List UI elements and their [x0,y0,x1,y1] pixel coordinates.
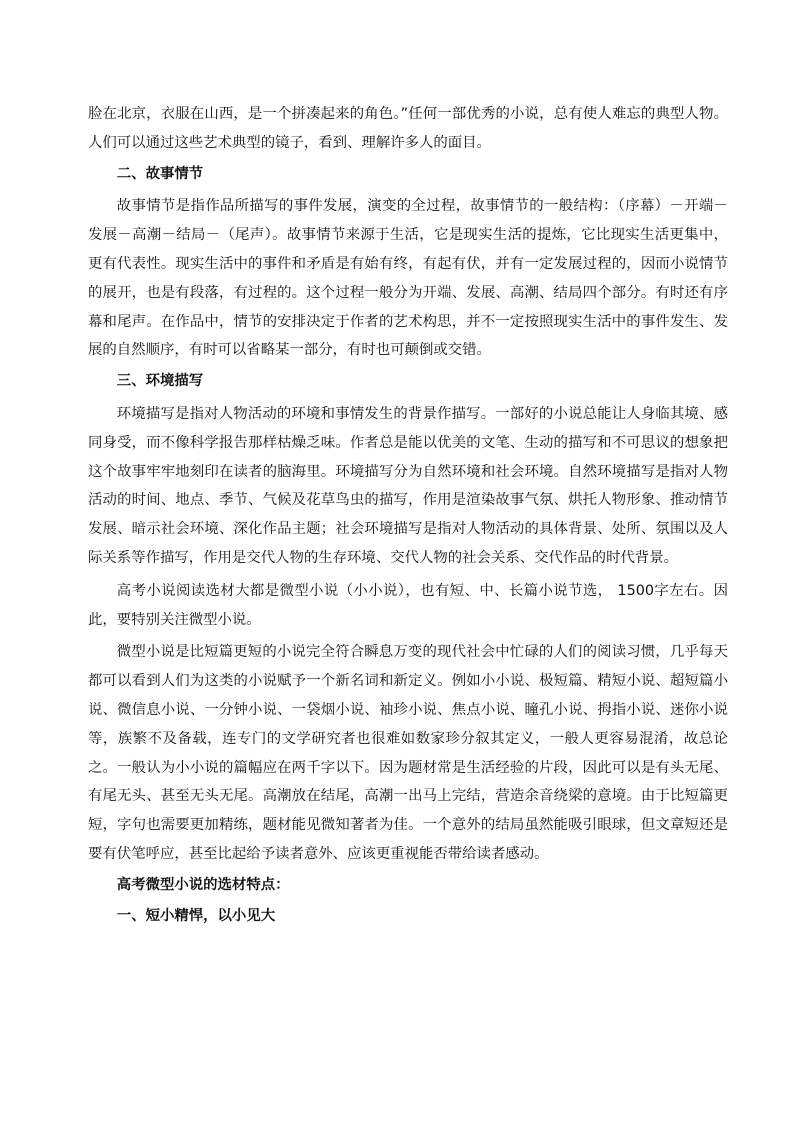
paragraph-intro: 脸在北京，衣服在山西，是一个拼凑起来的角色。”任何一部优秀的小说，总有使人难忘的典型人物。人们可以通过这些艺术典型的镜子，看到、理解许多人的面目。 [88,106,728,151]
document-body [88,100,728,930]
paragraph-environment: 环境描写是指对人物活动的环境和事情发生的背景作描写。一部好的小说总能让人身临其境、感同身受，而不像科学报告那样枯燥乏味。作者总是能以优美的文笔、生动的描写和不可思议的想象把这个故事牢牢地刻印在读者的脑海里。环境描写分为自然环境和社会环境。自然环境描写是指对人物活动的时间、地点、季节、气候及花草鸟虫的描写，作用是渲染故事气氛、烘托人物形象、推动情节发展、暗示社会环境、深化作品主题；社会环境描写是指对人物活动的具体背景、处所、氛围以及人际关系等作描写，作用是交代人物的生存环境、交代人物的社会关系、交代作品的时代背景。 [88,405,728,566]
paragraph-gaokao-selection: 高考小说阅读选材大都是微型小说（小小说），也有短、中、长篇小说节选， 1500字左右。因此，要特别关注微型小说。 [88,582,728,628]
paragraph-plot: 故事情节是指作品所描写的事件发展，演变的全过程，故事情节的一般结构：（序幕）－开端－发展－高潮－结局－（尾声）。故事情节来源于生活，它是现实生活的提炼，它比现实生活更集中，更有代表性。现实生活中的事件和矛盾是有始有终，有起有伏，并有一定发展过程的，因而小说情节的展开，也是有段落，有过程的。这个过程一般分为开端、发展、高潮、结局四个部分。有时还有序幕和尾声。在作品中，情节的安排决定于作者的艺术构思，并不一定按照现实生活中的事件发生、发展的自然顺序，有时可以省略某一部分，有时也可颠倒或交错。 [88,198,728,359]
paragraph-micro-fiction: 微型小说是比短篇更短的小说完全符合瞬息万变的现代社会中忙碌的人们的阅读习惯，几乎每天都可以看到人们为这类的小说赋予一个新名词和新定义。例如小小说、极短篇、精短小说、超短篇小说、微信息小说、一分钟小说、一袋烟小说、袖珍小说、焦点小说、瞳孔小说、拇指小说、迷你小说等，族繁不及备载，连专门的文学研究者也很难如数家珍分叙其定义，一般人更容易混淆，故总论之。一般认为小小说的篇幅应在两千字以下。因为题材常是生活经验的片段，因此可以是有头无尾、有尾无头、甚至无头无尾。高潮放在结尾，高潮一出马上完结，营造余音绕梁的意境。由于比短篇更短，字句也需要更加精练，题材能见微知著者为佳。一个意外的结局虽然能吸引眼球，但文章短还是要有伏笔呼应，甚至比起给予读者意外、应该更重视能否带给读者感动。 [88,644,728,862]
section-heading-environment: 三、环境描写 [116,373,204,390]
subheading-feature-one: 一、短小精悍，以小见大 [116,907,276,924]
section-heading-selection-features: 高考微型小说的选材特点： [116,876,290,893]
section-heading-plot: 二、故事情节 [116,165,204,182]
